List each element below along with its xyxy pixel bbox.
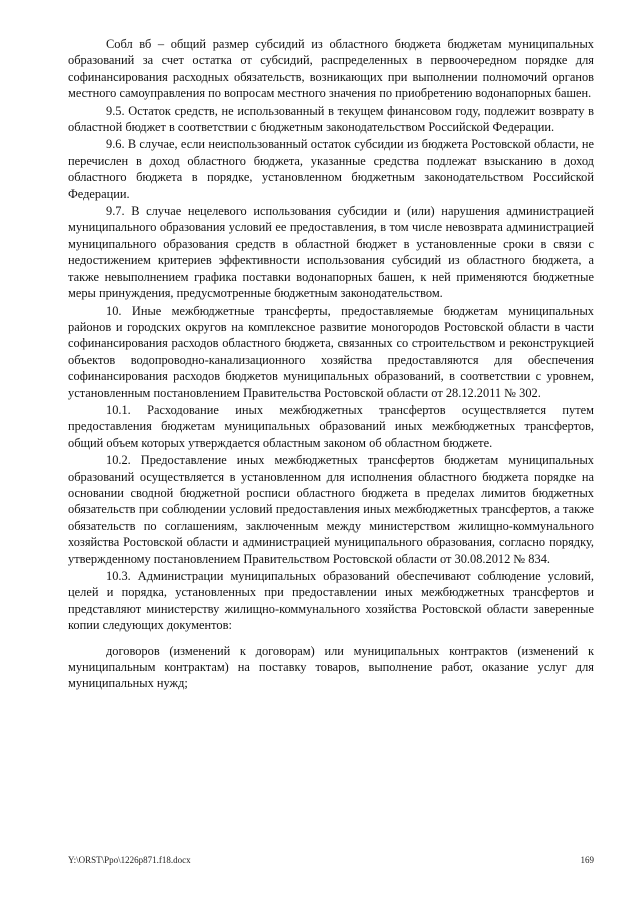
paragraph: 9.7. В случае нецелевого использования субсидии и (или) нарушения администрацией муниципального образования условий ее предоставления, в том числе невозврата администрацией муниципального образования средств в областной бюджет в установленные сроки в связи с недостижением критериев эффективности использования субсидий из областного бюджета, а также невыполнением графика поставки водонапорных башен, к ней применяются бюджетные меры принуждения, предусмотренные бюджетным законодательством. [68,204,594,301]
paragraph: 9.6. В случае, если неиспользованный остаток субсидии из бюджета Ростовской области, не перечислен в доход областного бюджета, указанные средства подлежат взысканию в доход областного бюджета в порядке, установленном бюджетным законодательством Российской Федерации. [68,137,594,201]
paragraph: Собл вб – общий размер субсидий из областного бюджета бюджетам муниципальных образований за счет остатка от субсидий, распределенных в первоочередном порядке для софинансирования расходных обязательств, возникающих при выполнении полномочий органов местного самоуправления по вопросам местного значения по приобретению водонапорных башен. [68,37,594,101]
paragraph: 10.3. Администрации муниципальных образований обеспечивают соблюдение условий, целей и порядка, установленных при предоставлении иных межбюджетных трансфертов и представляют министерству жилищно-коммунального хозяйства Ростовской области заверенные копии следующих документов: [68,569,594,633]
paragraph: 9.5. Остаток средств, не использованный в текущем финансовом году, подлежит возврату в областной бюджет в соответствии с бюджетным законодательством Российской Федерации. [68,103,594,135]
page-number: 169 [580,855,594,865]
footer-file-path: Y:\ORST\Ppo\1226p871.f18.docx [68,855,191,865]
paragraph: 10.2. Предоставление иных межбюджетных трансфертов бюджетам муниципальных образований осуществляется в установленном для исполнения областного бюджета порядке на основании сводной бюджетной росписи областного бюджета в пределах лимитов бюджетных обязательств при соблюдении условий предоставления иных межбюджетных трансфертов, а также обязательств по соглашениям, заключенным между министерством жилищно-коммунального хозяйства Ростовской области и администрацией муниципального образования, согласно порядку, утвержденному постановлением Правительством Ростовской области от 30.08.2012 № 834. [68,453,594,566]
paragraph: договоров (изменений к договорам) или муниципальных контрактов (изменений к муниципальным контрактам) на поставку товаров, выполнение работ, оказание услуг для муниципальных нужд; [68,643,594,691]
paragraph: 10. Иные межбюджетные трансферты, предоставляемые бюджетам муниципальных районов и городских округов на комплексное развитие моногородов Ростовской области в части софинансирования расходов областного бюджета, связанных со строительством и реконструкцией объектов водопроводно-канализационного хозяйства предоставляются для обеспечения софинансирования расходов бюджетов муниципальных образований, в соответствии с уровнем, установленным постановлением Правительства Ростовской области от 28.12.2011 № 302. [68,303,594,400]
paragraph: 10.1. Расходование иных межбюджетных трансфертов осуществляется путем предоставления бюджетам муниципальных образований иных межбюджетных трансфертов, общий объем которых утверждается областным законом об областном бюджете. [68,402,594,450]
document-page [68,36,594,692]
